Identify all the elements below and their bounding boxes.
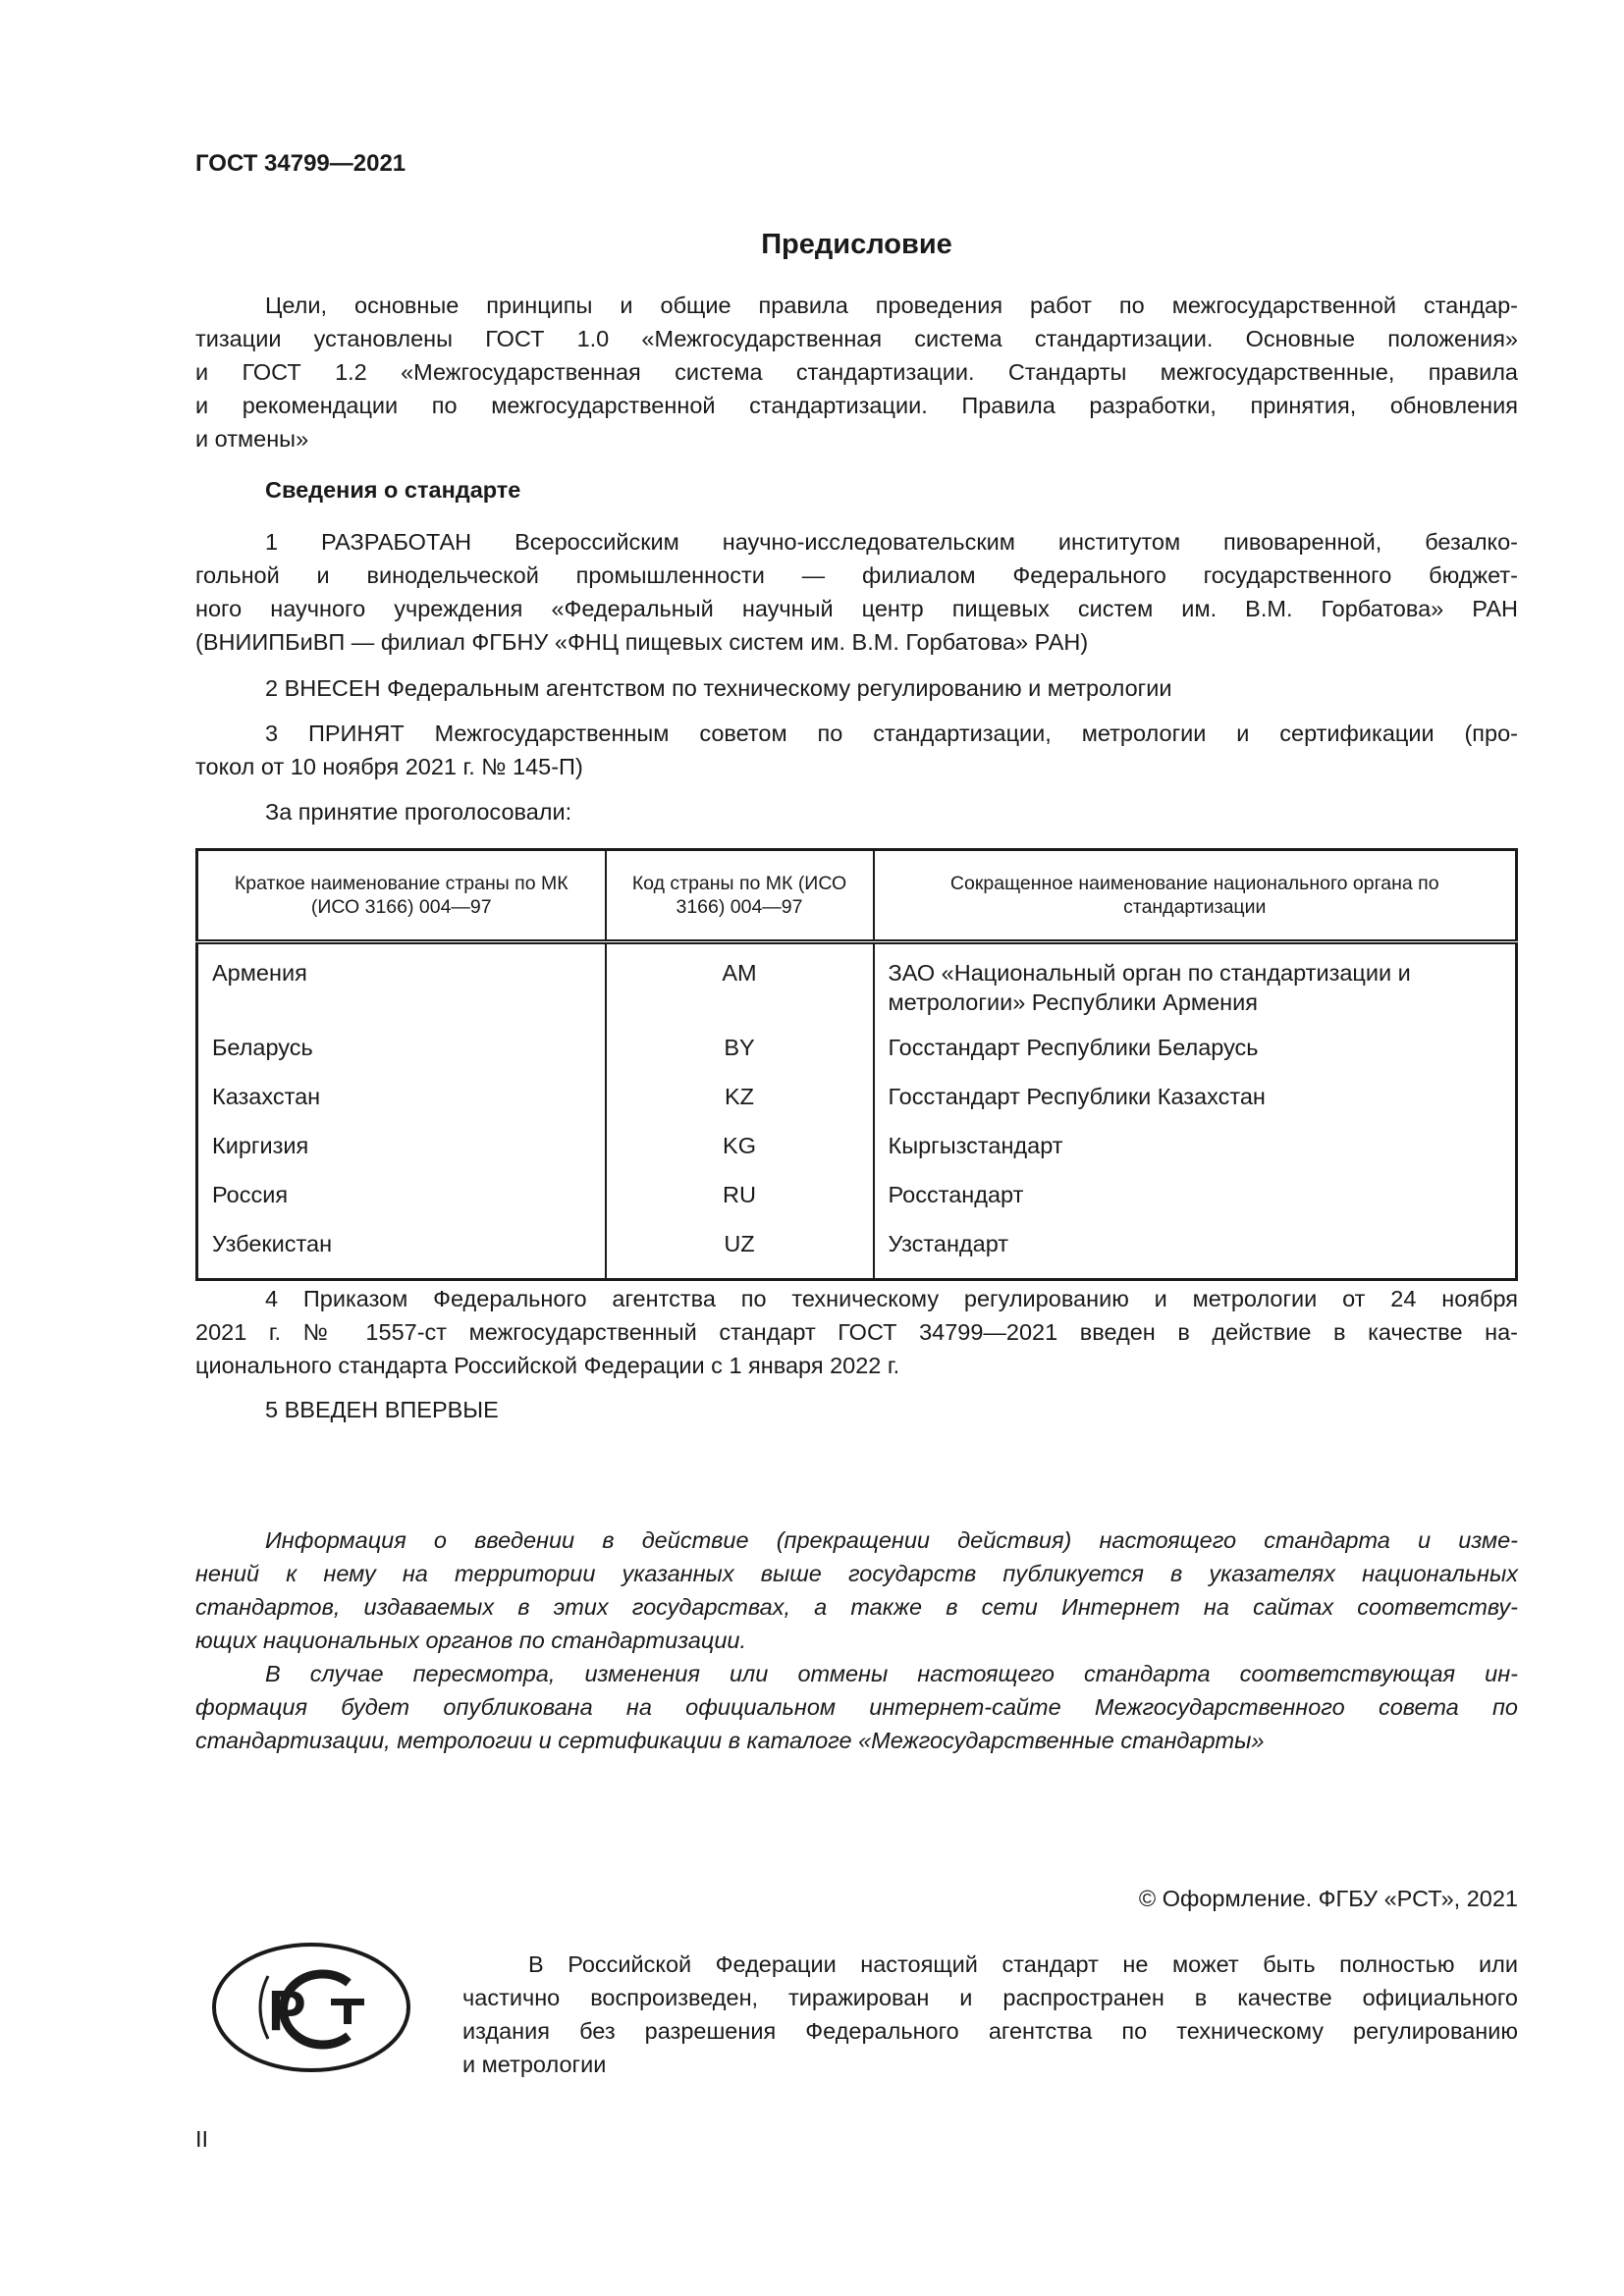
text-line: издания без разрешения Федерального агентства по техническому регулированию bbox=[462, 2018, 1518, 2044]
text-line: Цели, основные принципы и общие правила проведения работ по межгосударственной стандар- bbox=[265, 293, 1518, 318]
text-line: формация будет опубликована на официальном интернет-сайте Межгосударственного совета по bbox=[195, 1694, 1518, 1720]
text-line: и отмены» bbox=[195, 426, 309, 452]
text-line: частично воспроизведен, тиражирован и распространен в качестве официального bbox=[462, 1985, 1518, 2010]
text-line: токол от 10 ноября 2021 г. № 145-П) bbox=[195, 754, 583, 779]
text-line: 2021 г. № 1557-ст межгосударственный стандарт ГОСТ 34799—2021 введен в действие в качестве на- bbox=[195, 1319, 1518, 1345]
text-line: ющих национальных органов по стандартизации. bbox=[195, 1628, 746, 1653]
code-cell: UZ bbox=[606, 1229, 874, 1280]
text-line: стандартов, издаваемых в этих государствах, а также в сети Интернет на сайтах соответству- bbox=[195, 1594, 1518, 1620]
country-cell: Армения bbox=[197, 942, 606, 1033]
country-cell: Узбекистан bbox=[197, 1229, 606, 1280]
code-cell: KZ bbox=[606, 1082, 874, 1131]
text-line: ного научного учреждения «Федеральный научный центр пищевых систем им. В.М. Горбатова» РАН bbox=[195, 596, 1518, 621]
text-line: (ВНИИПБиВП — филиал ФГБНУ «ФНЦ пищевых систем им. В.М. Горбатова» РАН) bbox=[195, 629, 1089, 655]
text-line: В случае пересмотра, изменения или отмены настоящего стандарта соответствующая ин- bbox=[265, 1661, 1518, 1686]
text-line: и метрологии bbox=[462, 2052, 607, 2077]
item-2: 2 ВНЕСЕН Федеральным агентством по техническому регулированию и метрологии bbox=[265, 675, 1172, 701]
copyright: © Оформление. ФГБУ «РСТ», 2021 bbox=[1138, 1886, 1518, 1911]
body-cell: Росстандарт bbox=[888, 1181, 1024, 1207]
table-row bbox=[197, 1180, 1517, 1229]
text-line: 1 РАЗРАБОТАН Всероссийским научно-исследовательским институтом пивоваренной, безалко- bbox=[265, 529, 1518, 555]
body-cell: Узстандарт bbox=[888, 1230, 1009, 1256]
vote-label: За принятие проголосовали: bbox=[265, 799, 572, 825]
text-line: Информация о введении в действие (прекращении действия) настоящего стандарта и изме- bbox=[265, 1527, 1518, 1553]
rst-logo-icon bbox=[211, 1942, 412, 2074]
page-number: II bbox=[195, 2126, 209, 2152]
text-line: и ГОСТ 1.2 «Межгосударственная система стандартизации. Стандарты межгосударственные, правила bbox=[195, 359, 1518, 385]
country-cell: Киргизия bbox=[197, 1131, 606, 1180]
text-line: 4 Приказом Федерального агентства по техническому регулированию и метрологии от 24 ноября bbox=[265, 1286, 1518, 1311]
table-row bbox=[197, 1229, 1517, 1280]
column-header-country: Краткое наименование страны по МК (ИСО 3166) 004—97 bbox=[197, 850, 606, 942]
table-header-row bbox=[197, 850, 1517, 942]
text-line: В Российской Федерации настоящий стандарт не может быть полностью или bbox=[528, 1951, 1518, 1977]
column-header-body: Сокращенное наименование национального органа по стандартизации bbox=[874, 850, 1517, 942]
country-cell: Беларусь bbox=[197, 1033, 606, 1082]
item-5: 5 ВВЕДЕН ВПЕРВЫЕ bbox=[265, 1397, 499, 1422]
table-row bbox=[197, 942, 1517, 1033]
text-line: гольной и винодельческой промышленности — филиалом Федерального государственного бюджет- bbox=[195, 562, 1518, 588]
page-title: Предисловие bbox=[761, 229, 952, 260]
code-cell: AM bbox=[606, 942, 874, 1033]
text-line: ционального стандарта Российской Федерации с 1 января 2022 г. bbox=[195, 1353, 900, 1378]
text-line: и рекомендации по межгосударственной стандартизации. Правила разработки, принятия, обновления bbox=[195, 393, 1518, 418]
table-row bbox=[197, 1033, 1517, 1082]
code-cell: RU bbox=[606, 1180, 874, 1229]
body-cell: Госстандарт Республики Беларусь bbox=[888, 1034, 1259, 1060]
table-row bbox=[197, 1131, 1517, 1180]
country-cell: Россия bbox=[197, 1180, 606, 1229]
body-cell: Госстандарт Республики Казахстан bbox=[888, 1083, 1266, 1109]
svg-text:P: P bbox=[268, 1979, 306, 2043]
column-header-code: Код страны по МК (ИСО 3166) 004—97 bbox=[606, 850, 874, 942]
document-header: ГОСТ 34799—2021 bbox=[195, 150, 406, 177]
table-row bbox=[197, 1082, 1517, 1131]
code-cell: KG bbox=[606, 1131, 874, 1180]
text-line: тизации установлены ГОСТ 1.0 «Межгосударственная система стандартизации. Основные положения» bbox=[195, 326, 1518, 351]
section-title: Сведения о стандарте bbox=[265, 477, 521, 503]
body-cell: ЗАО «Национальный орган по стандартизации и метрологии» Республики Армения bbox=[888, 960, 1411, 1015]
voting-table bbox=[195, 848, 1518, 1281]
text-line: нений к нему на территории указанных выше государств публикуется в указателях национальных bbox=[195, 1561, 1518, 1586]
country-cell: Казахстан bbox=[197, 1082, 606, 1131]
body-cell: Кыргызстандарт bbox=[888, 1132, 1063, 1158]
code-cell: BY bbox=[606, 1033, 874, 1082]
text-line: 3 ПРИНЯТ Межгосударственным советом по стандартизации, метрологии и сертификации (про- bbox=[265, 721, 1518, 746]
text-line: стандартизации, метрологии и сертификации в каталоге «Межгосударственные стандарты» bbox=[195, 1728, 1265, 1753]
